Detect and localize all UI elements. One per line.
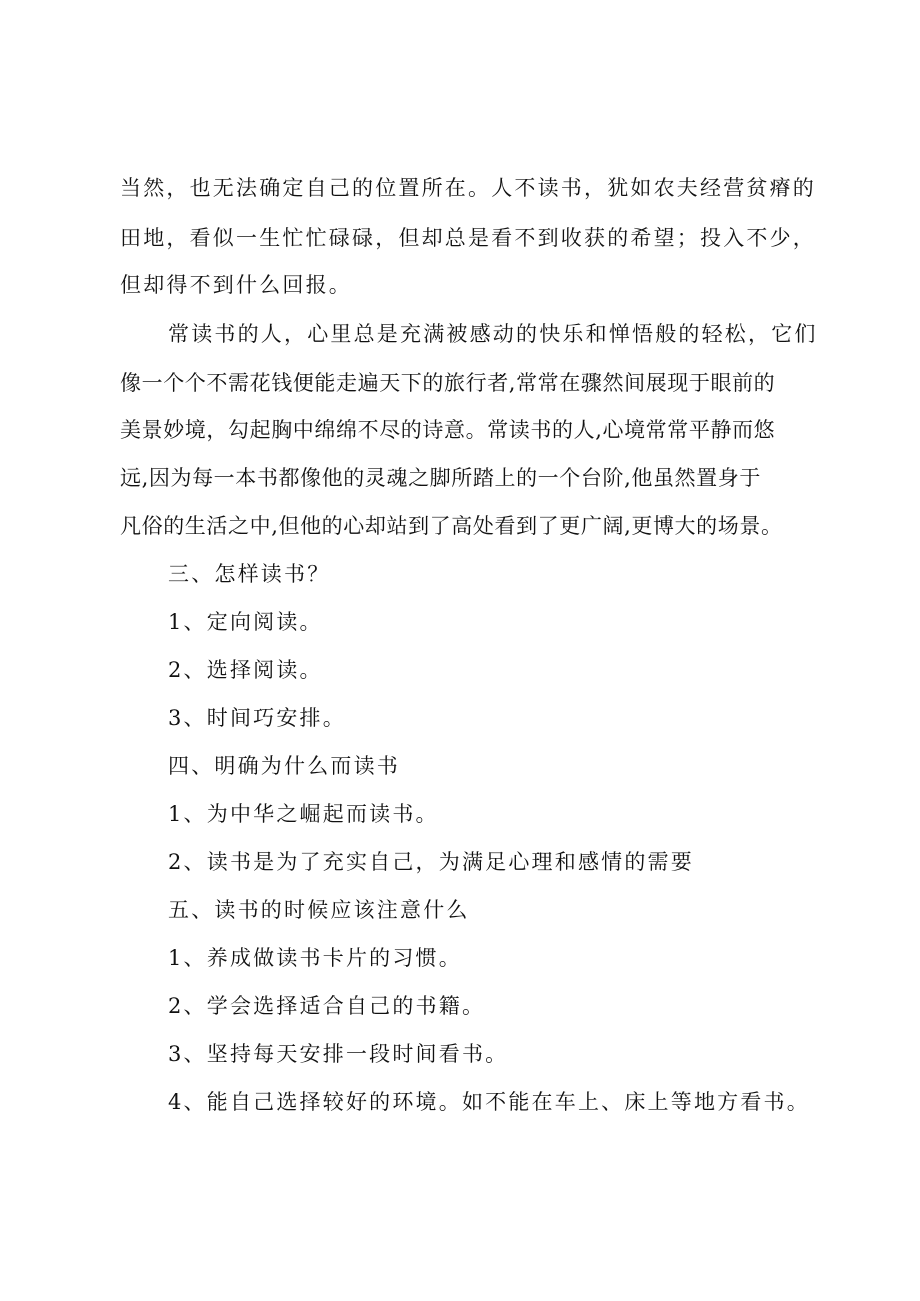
section3-item-1: 1、定向阅读。 [168, 610, 323, 634]
paragraph2-line-2: 像一个个不需花钱便能走遍天下的旅行者,常常在骤然间展现于眼前的 [120, 371, 776, 395]
section5-item-3: 3、坚持每天安排一段时间看书。 [168, 1042, 509, 1066]
paragraph1-line-2: 田地，看似一生忙忙碌碌，但却总是看不到收获的希望；投入不少， [120, 226, 816, 250]
section3-heading: 三、怎样读书？ [168, 562, 331, 586]
section3-item-3: 3、时间巧安排。 [168, 706, 346, 730]
paragraph2-line-5: 凡俗的生活之中,但他的心却站到了高处看到了更广阔,更博大的场景。 [120, 514, 783, 538]
paragraph2-line-4: 远,因为每一本书都像他的灵魂之脚所踏上的一个台阶,他虽然置身于 [120, 466, 761, 490]
section3-item-2: 2、选择阅读。 [168, 658, 323, 682]
section5-item-2: 2、学会选择适合自己的书籍。 [168, 994, 486, 1018]
paragraph1-line-3: 但却得不到什么回报。 [120, 273, 352, 297]
section4-item-1: 1、为中华之崛起而读书。 [168, 802, 439, 826]
section5-item-1: 1、养成做读书卡片的习惯。 [168, 946, 462, 970]
section4-item-2: 2、读书是为了充实自己，为满足心理和感情的需要 [168, 850, 694, 874]
paragraph2-line-1: 常读书的人，心里总是充满被感动的快乐和惮悟般的轻松，它们 [168, 322, 818, 346]
section5-item-4: 4、能自己选择较好的环境。如不能在车上、床上等地方看书。 [168, 1090, 810, 1114]
section4-heading: 四、明确为什么而读书 [168, 754, 400, 778]
paragraph1-line-1: 当然，也无法确定自己的位置所在。人不读书，犹如农夫经营贫瘠的 [120, 176, 816, 200]
paragraph2-line-3: 美景妙境，勾起胸中绵绵不尽的诗意。常读书的人,心境常常平静而悠 [120, 418, 776, 442]
section5-heading: 五、读书的时候应该注意什么 [168, 898, 470, 922]
